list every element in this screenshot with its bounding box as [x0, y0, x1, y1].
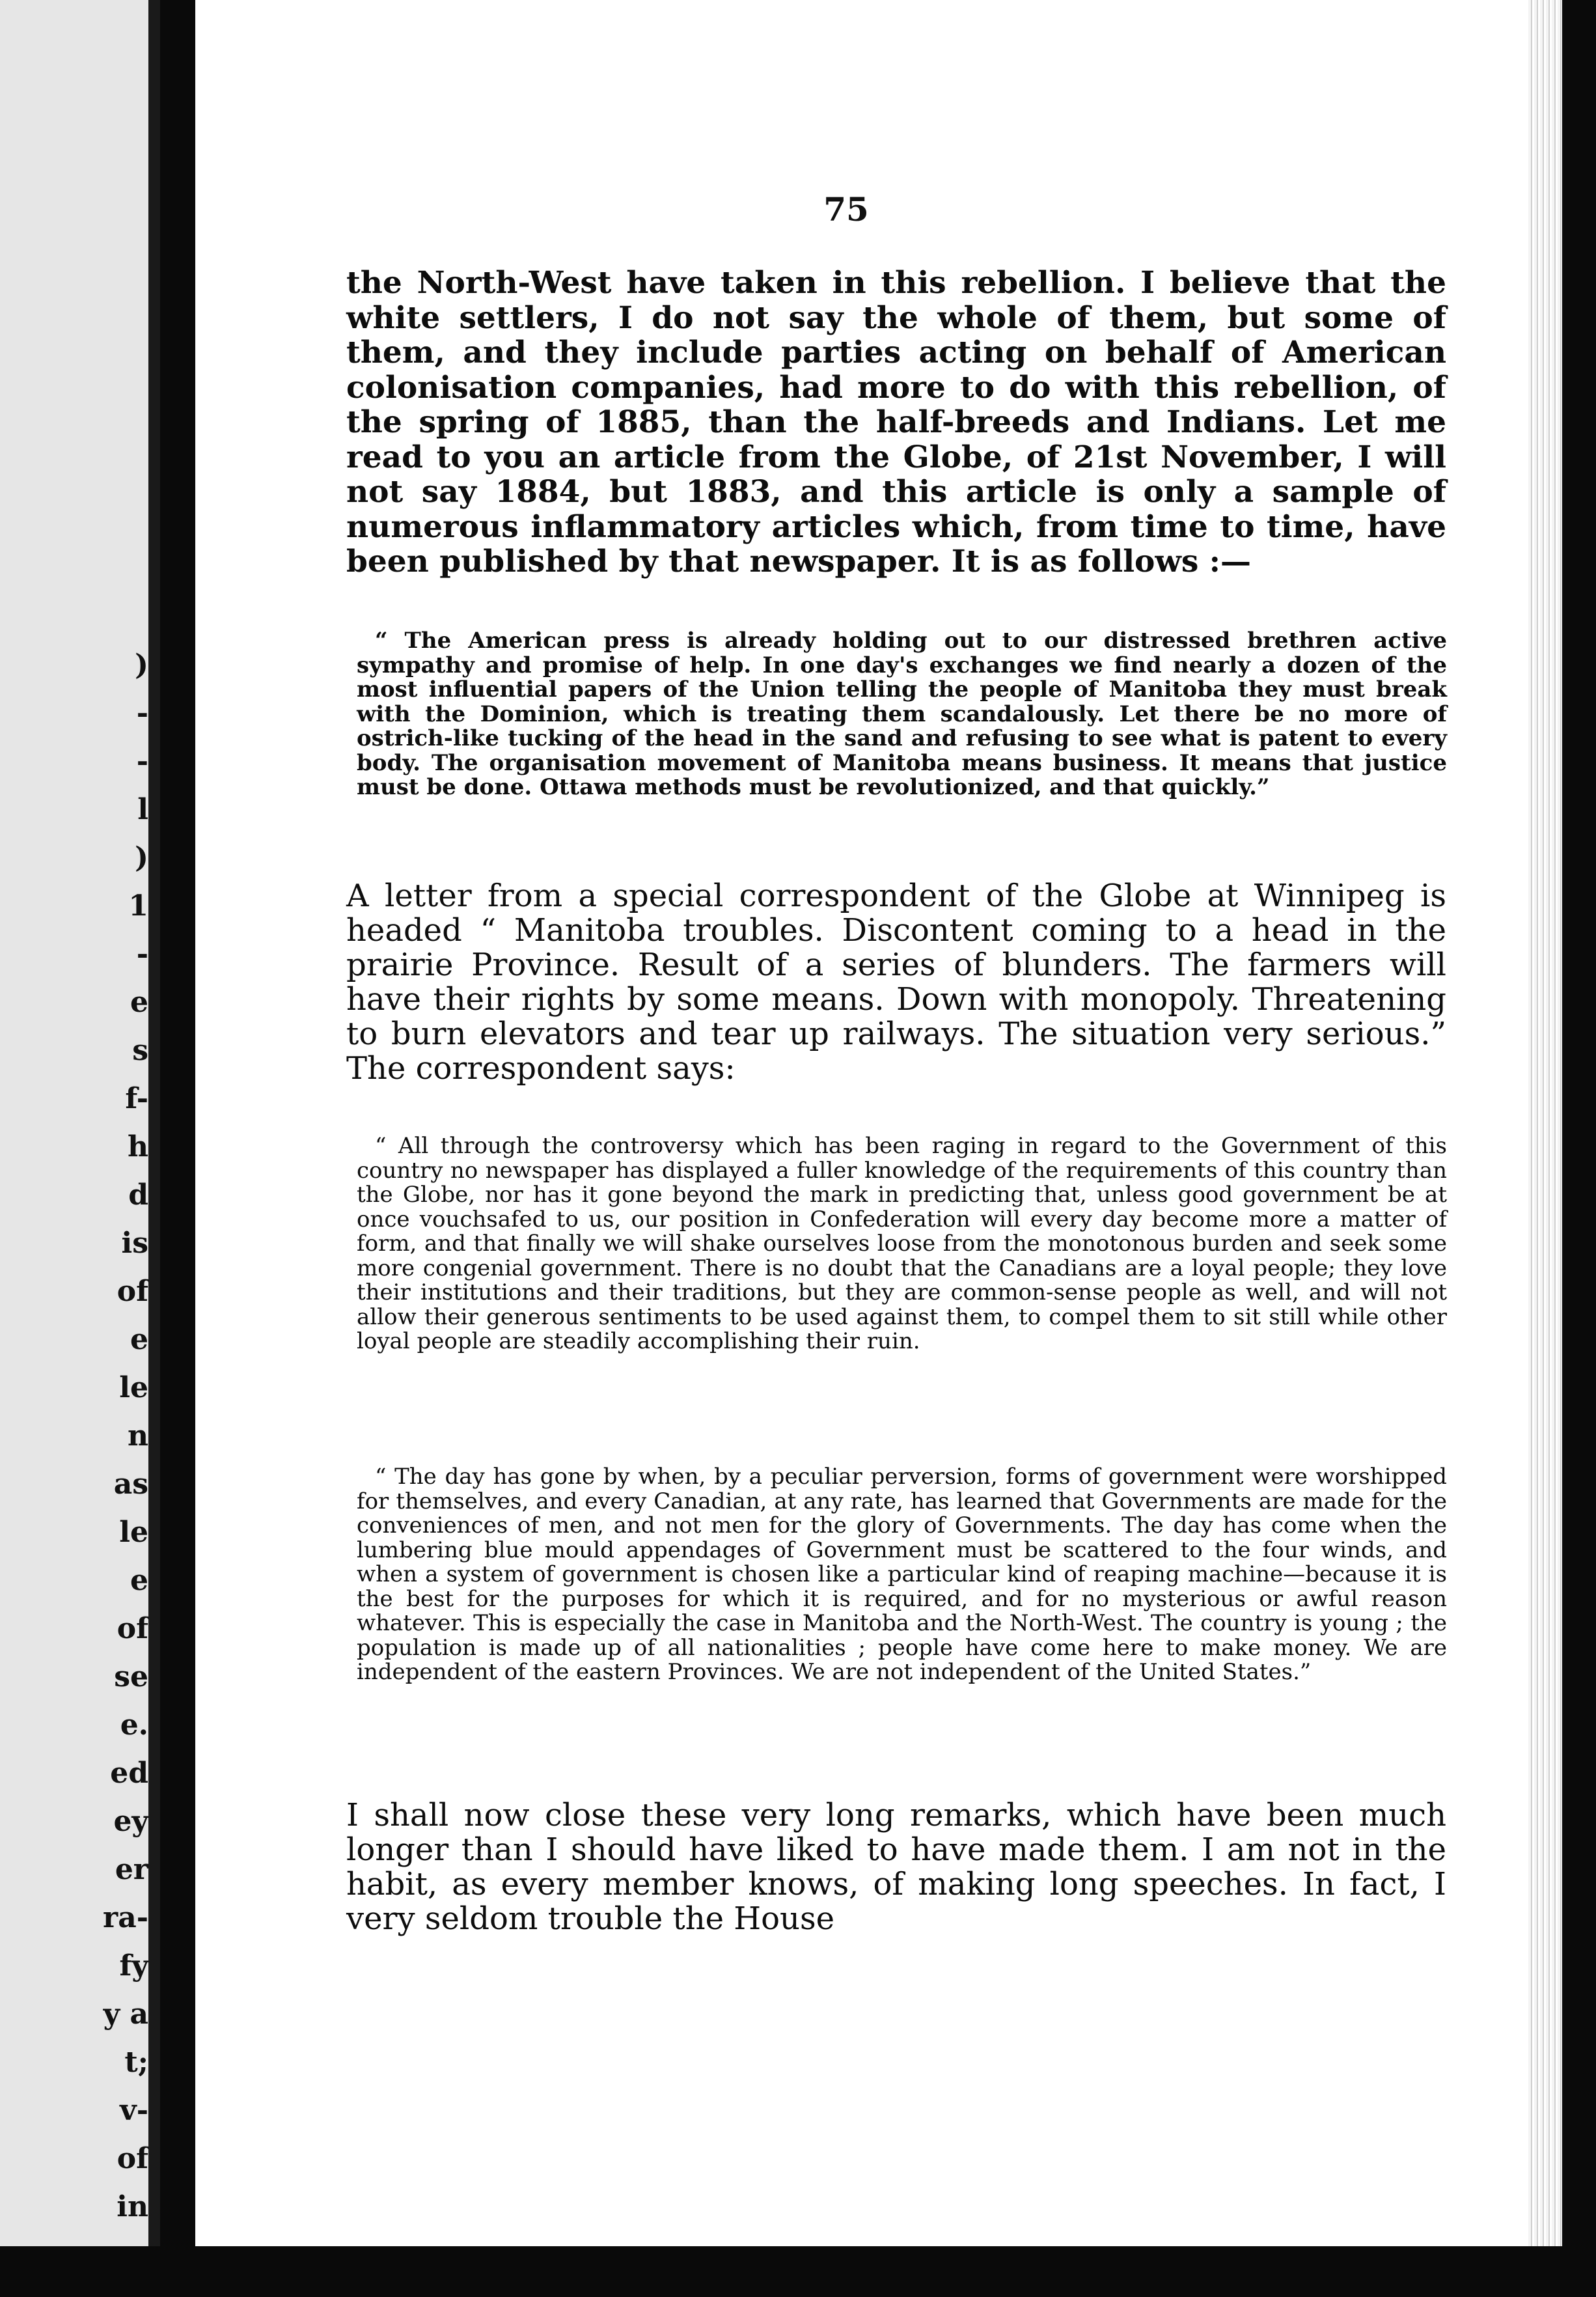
- left-page-fragment: se: [114, 1660, 148, 1693]
- scan-border-bottom: [0, 2246, 1596, 2297]
- paragraph-1: the North-West have taken in this rebellion. I believe that the white settlers, I do not say the whole of them, but some of them, and they include parties acting on behalf of American colonisation companies, had more to do with this rebellion, of the spring of 1885, than the half-breeds and Indians. Let me read to you an article from the Globe, of 21st November, I will not say 1884, but 1883, and this article is only a sample of numerous inflammatory articles which, from time to time, have been published by that newspaper. It is as follows :—: [346, 265, 1446, 579]
- left-page-fragment: ): [135, 841, 148, 874]
- left-page-fragment: -: [136, 697, 148, 730]
- left-facing-page: [0, 0, 160, 2246]
- left-page-fragment: er: [115, 1853, 148, 1886]
- left-page-fragment: ra-: [103, 1901, 148, 1934]
- left-page-fragment: as: [113, 1468, 148, 1501]
- quote-3-block: [357, 1465, 1447, 1685]
- left-page-fragment: is: [121, 1227, 148, 1260]
- quote-1: “ The American press is already holding out to our distressed brethren active sympathy and promise of help. In one day's exchanges we find nearly a dozen of the most influential papers of the Union telling the people of Manitoba they must break with the Dominion, which is treating them scandalously. Let there be no more of ostrich-like tucking of the head in the sand and refusing to see what is patent to every body. The organisation movement of Manitoba means business. It means that justice must be done. Ottawa methods must be revolutionized, and that quickly.”: [357, 628, 1447, 800]
- left-page-fragment: ey: [113, 1805, 148, 1838]
- left-page-fragment: le: [119, 1516, 148, 1549]
- left-page-fragment: t;: [124, 2046, 148, 2079]
- left-page-fragment: in: [117, 2190, 148, 2223]
- left-page-fragment: of: [117, 1612, 148, 1645]
- left-page-fragment: e.: [120, 1708, 148, 1742]
- document-page: [195, 0, 1562, 2246]
- page-number: 75: [823, 190, 869, 229]
- left-page-fragment: y a: [103, 1998, 148, 2031]
- left-page-fragment: h: [128, 1130, 148, 1163]
- left-page-fragment: of: [117, 1275, 148, 1308]
- quote-2-block: [357, 1134, 1447, 1354]
- paragraph-2: A letter from a special correspondent of the Globe at Winnipeg is headed “ Manitoba troubles. Discontent coming to a head in the prairie Province. Result of a series of blunders. The farmers will have their rights by some means. Down with monopoly. Threatening to burn elevators and tear up railways. The situation very serious.” The correspondent says:: [346, 878, 1446, 1087]
- paragraph-1-block: [346, 266, 1446, 579]
- quote-3: “ The day has gone by when, by a peculiar perversion, forms of government were worshipped for themselves, and every Canadian, at any rate, has learned that Governments are made for the conveniences of men, and not men for the glory of Governments. The day has come when the lumbering blue mould appendages of Government must be scattered to the four winds, and when a system of government is chosen like a particular kind of reaping machine—because it is the best for the purposes for which it is required, and for no mysterious or awful reason whatever. This is especially the case in Manitoba and the North-West. The country is young ; the population is made up of all nationalities ; people have come here to make money. We are independent of the eastern Provinces. We are not independent of the United States.”: [357, 1464, 1447, 1685]
- left-page-fragment: ): [135, 648, 148, 682]
- paragraph-2-block: [346, 879, 1446, 1086]
- left-page-fragment: le: [119, 1371, 148, 1404]
- left-page-fragment: 1: [128, 889, 148, 923]
- left-page-fragment: f-: [125, 1082, 148, 1115]
- quote-2: “ All through the controversy which has been raging in regard to the Government of this country no newspaper has displayed a fuller knowledge of the requirements of this country than the Globe, nor has it gone beyond the mark in predicting that, unless good government be at once vouchsafed to us, our position in Confederation will every day become more a matter of form, and that finally we will shake ourselves loose from the monotonous burden and seek some more congenial government. There is no doubt that the Canadians are a loyal people; they love their institutions and their traditions, but they are common-sense people as well, and will not allow their generous sentiments to be used against them, to compel them to sit still while other loyal people are steadily accomplishing their ruin.: [357, 1133, 1447, 1354]
- left-page-fragment: ed: [110, 1757, 148, 1790]
- left-page-fragment: l: [137, 793, 148, 826]
- left-page-fragment: n: [128, 1419, 148, 1453]
- paragraph-3: I shall now close these very long remarks, which have been much longer than I should have liked to have made them. I am not in the habit, as every member knows, of making long speeches. In fact, I very seldom trouble the House: [346, 1797, 1446, 1937]
- quote-1-block: [357, 629, 1447, 800]
- left-page-fragment: -: [136, 745, 148, 778]
- left-page-fragment: d: [128, 1178, 148, 1212]
- left-page-fragment: of: [117, 2142, 148, 2175]
- left-page-fragment: s: [132, 1034, 148, 1067]
- left-page-fragment: e: [130, 1564, 148, 1597]
- left-page-fragment: e: [130, 1323, 148, 1356]
- left-page-fragment: -: [136, 938, 148, 971]
- page-edge-stack: [1528, 0, 1562, 2246]
- paragraph-3-block: [346, 1798, 1446, 1936]
- left-page-fragment: e: [130, 986, 148, 1019]
- left-page-fragment: fy: [119, 1949, 148, 1983]
- left-page-fragment: v-: [120, 2094, 148, 2127]
